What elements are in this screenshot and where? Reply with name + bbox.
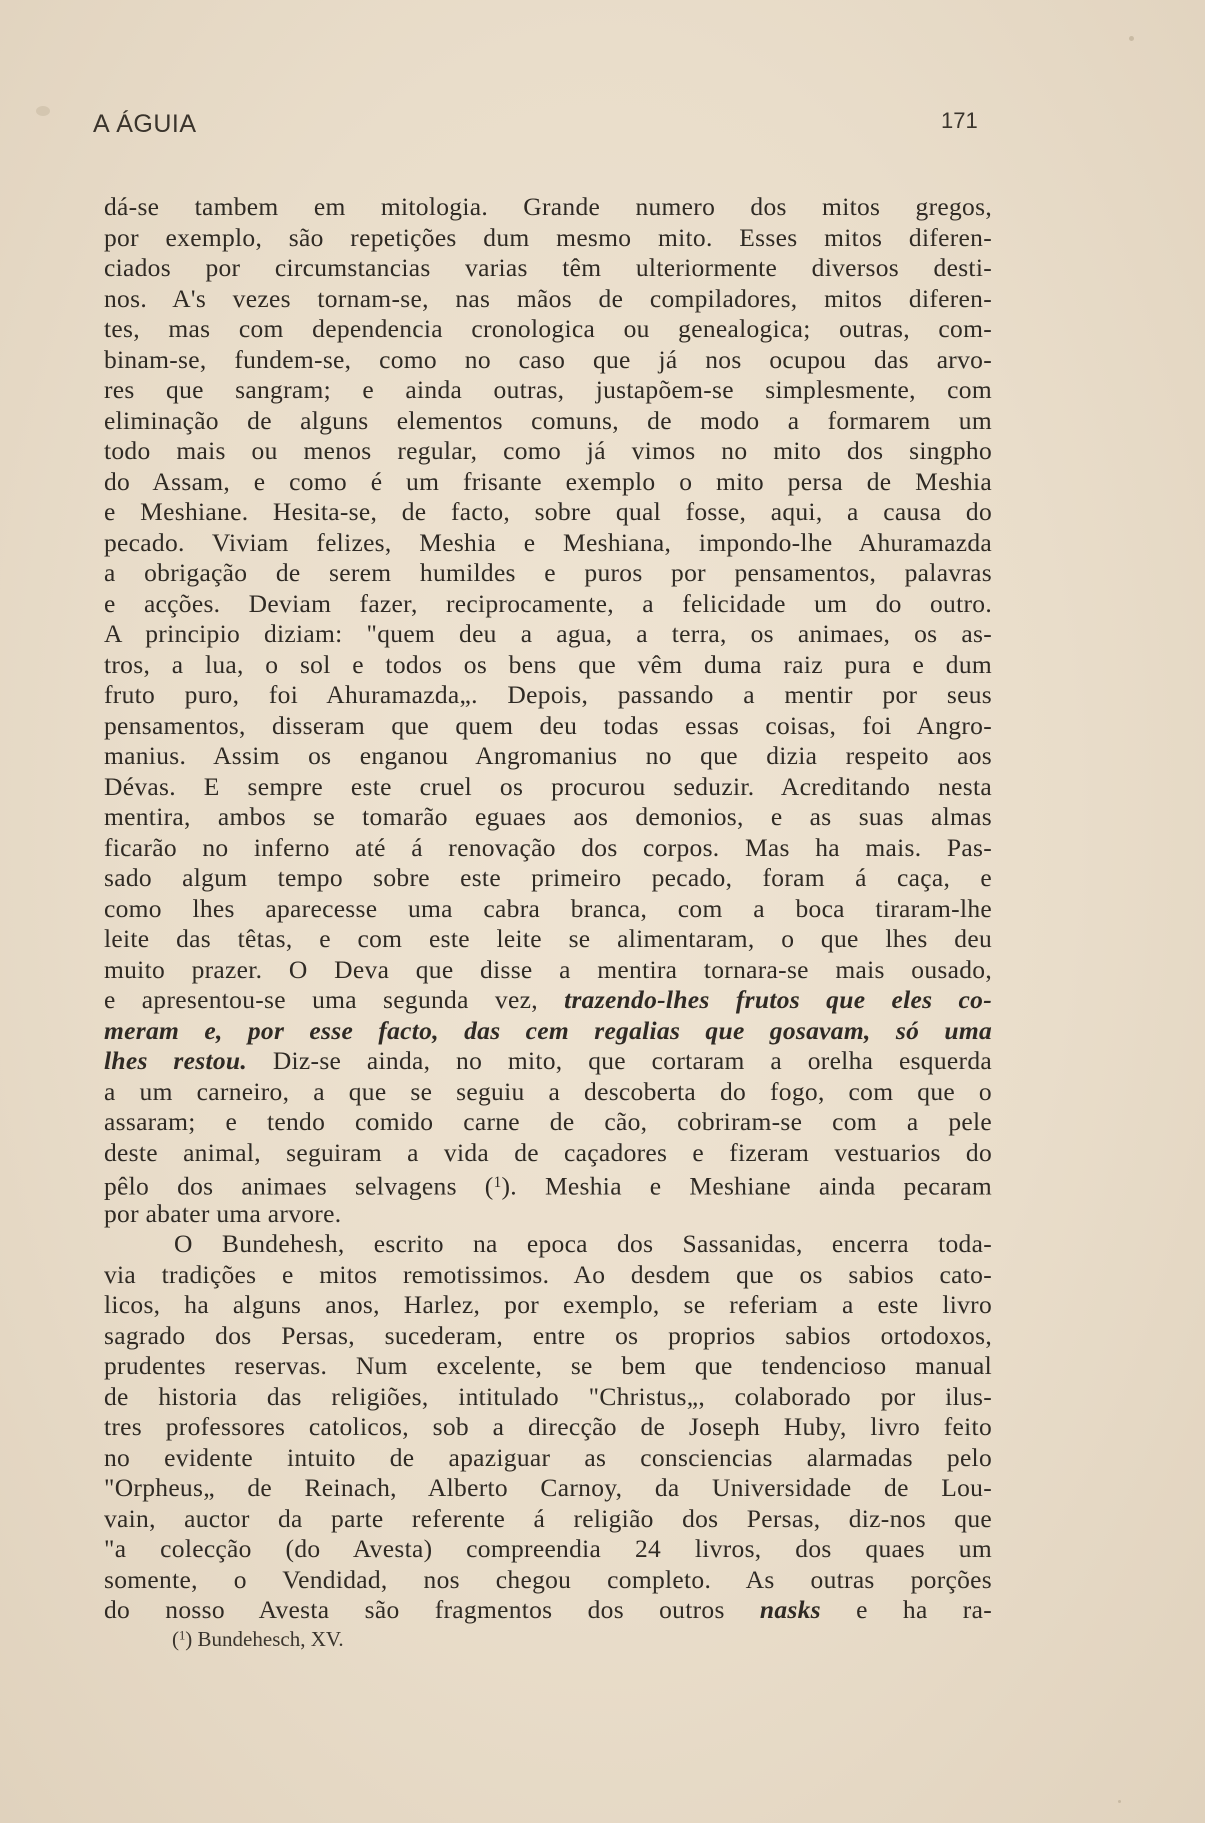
- text-line: via tradições e mitos remotissimos. Ao desdem que os sabios cato-: [104, 1259, 992, 1289]
- text-line: prudentes reservas. Num excelente, se bem que tendencioso manual: [104, 1351, 992, 1380]
- text-line: e acções. Deviam fazer, reciprocamente, a felicidade um do outro.: [104, 588, 992, 618]
- text-segment: e apresentou-se uma segunda vez,: [104, 985, 565, 1014]
- paper-speck: [1118, 1800, 1121, 1803]
- page-number: 171: [941, 108, 978, 133]
- body-text: [104, 192, 992, 1626]
- running-title: A ÁGUIA: [93, 110, 197, 138]
- footnote-ref: 1: [493, 1174, 502, 1191]
- footnote-marker-close: ): [185, 1627, 193, 1651]
- italic-segment: trazendo-lhes frutos que eles co-: [564, 985, 992, 1014]
- text-line: mentira, ambos se tomarão eguaes aos demonios, e as suas almas: [104, 802, 992, 831]
- text-line: fruto puro, foi Ahuramazda„. Depois, passando a mentir por seus: [104, 680, 992, 709]
- text-line: ficarão no inferno até á renovação dos corpos. Mas ha mais. Pas-: [104, 832, 992, 862]
- text-line: dá-se tambem em mitologia. Grande numero dos mitos gregos,: [104, 192, 992, 221]
- text-line: muito prazer. O Deva que disse a mentira tornara-se mais ousado,: [104, 954, 992, 984]
- text-line: sagrado dos Persas, sucederam, entre os proprios sabios ortodoxos,: [104, 1320, 992, 1350]
- text-line-italic: [104, 1016, 992, 1047]
- text-line: deste animal, seguiram a vida de caçadores e fizeram vestuarios do: [104, 1137, 992, 1167]
- text-line: assaram; e tendo comido carne de cão, cobriram-se com a pele: [104, 1107, 992, 1136]
- text-line: manius. Assim os enganou Angromanius no que dizia respeito aos: [104, 741, 992, 770]
- text-line: "a colecção (do Avesta) compreendia 24 livros, dos quaes um: [104, 1534, 992, 1563]
- text-segment: pêlo dos animaes selvagens (: [104, 1171, 494, 1201]
- text-line-footnote-ref: [104, 1168, 992, 1199]
- text-line-italic-end: [104, 1046, 992, 1077]
- text-line-italic-start: [104, 985, 992, 1016]
- italic-segment: lhes restou.: [104, 1046, 248, 1075]
- footnote-text: Bundehesch, XV.: [192, 1627, 344, 1651]
- text-line: binam-se, fundem-se, como no caso que já nos ocupou das arvo-: [104, 344, 992, 374]
- text-line: por exemplo, são repetições dum mesmo mito. Esses mitos diferen-: [104, 222, 992, 252]
- italic-segment: meram e, por esse facto, das cem regalias que gosavam, só uma: [104, 1015, 992, 1045]
- text-line: de historia das religiões, intitulado "Christus„, colaborado por ilus-: [104, 1381, 992, 1411]
- paper-speck: [1129, 36, 1134, 41]
- text-line: pecado. Viviam felizes, Meshia e Meshiana, impondo-lhe Ahuramazda: [104, 527, 992, 557]
- footnote: [172, 1627, 344, 1652]
- text-line: Dévas. E sempre este cruel os procurou seduzir. Acreditando nesta: [104, 771, 992, 801]
- text-line: todo mais ou menos regular, como já vimos no mito dos singpho: [104, 436, 992, 465]
- text-line: e Meshiane. Hesita-se, de facto, sobre qual fosse, aqui, a causa do: [104, 497, 992, 526]
- text-segment: ). Meshia e Meshiane ainda pecaram: [501, 1171, 992, 1201]
- text-line: a um carneiro, a que se seguiu a descoberta do fogo, com que o: [104, 1076, 992, 1106]
- text-line: como lhes aparecesse uma cabra branca, com a boca tiraram-lhe: [104, 893, 992, 923]
- text-line: a obrigação de serem humildes e puros por pensamentos, palavras: [104, 558, 992, 587]
- footnote-marker: 1: [179, 1628, 186, 1643]
- text-line: leite das têtas, e com este leite se alimentaram, o que lhes deu: [104, 924, 992, 953]
- text-line: A principio diziam: "quem deu a agua, a terra, os animaes, os as-: [104, 619, 992, 648]
- text-line: tes, mas com dependencia cronologica ou genealogica; outras, com-: [104, 314, 992, 343]
- page-header: [93, 110, 993, 150]
- text-line: pensamentos, disseram que quem deu todas essas coisas, foi Angro-: [104, 710, 992, 740]
- text-line: do Assam, e como é um frisante exemplo o mito persa de Meshia: [104, 466, 992, 496]
- paragraph-end-line: por abater uma arvore.: [104, 1198, 342, 1228]
- paper-speck: [36, 106, 50, 116]
- text-line: licos, ha alguns anos, Harlez, por exemplo, se referiam a este livro: [104, 1290, 992, 1319]
- text-line: res que sangram; e ainda outras, justapõem-se simplesmente, com: [104, 375, 992, 404]
- text-segment: do nosso Avesta são fragmentos dos outros: [104, 1595, 760, 1624]
- text-line: ciados por circumstancias varias têm ulteriormente diversos desti-: [104, 253, 992, 282]
- text-line: no evidente intuito de apaziguar as consciencias alarmadas pelo: [104, 1442, 992, 1472]
- text-line: somente, o Vendidad, nos chegou completo. As outras porções: [104, 1564, 992, 1594]
- text-line: sado algum tempo sobre este primeiro pecado, foram á caça, e: [104, 863, 992, 892]
- text-line: eliminação de alguns elementos comuns, de modo a formarem um: [104, 405, 992, 435]
- text-line: "Orpheus„ de Reinach, Alberto Carnoy, da Universidade de Lou-: [104, 1473, 992, 1502]
- text-line: tros, a lua, o sol e todos os bens que vêm duma raiz pura e dum: [104, 649, 992, 679]
- text-line-italic-word: [104, 1595, 992, 1626]
- text-segment: e ha ra-: [820, 1595, 992, 1624]
- footnote-marker-open: (: [172, 1627, 179, 1651]
- text-line: tres professores catolicos, sob a direcção de Joseph Huby, livro feito: [104, 1412, 992, 1441]
- paragraph-start-line: O Bundehesh, escrito na epoca dos Sassanidas, encerra toda-: [174, 1229, 992, 1258]
- text-line: nos. A's vezes tornam-se, nas mãos de compiladores, mitos diferen-: [104, 283, 992, 313]
- text-line: vain, auctor da parte referente á religião dos Persas, diz-nos que: [104, 1503, 992, 1533]
- italic-segment: nasks: [759, 1595, 821, 1624]
- text-segment: Diz-se ainda, no mito, que cortaram a orelha esquerda: [247, 1046, 992, 1075]
